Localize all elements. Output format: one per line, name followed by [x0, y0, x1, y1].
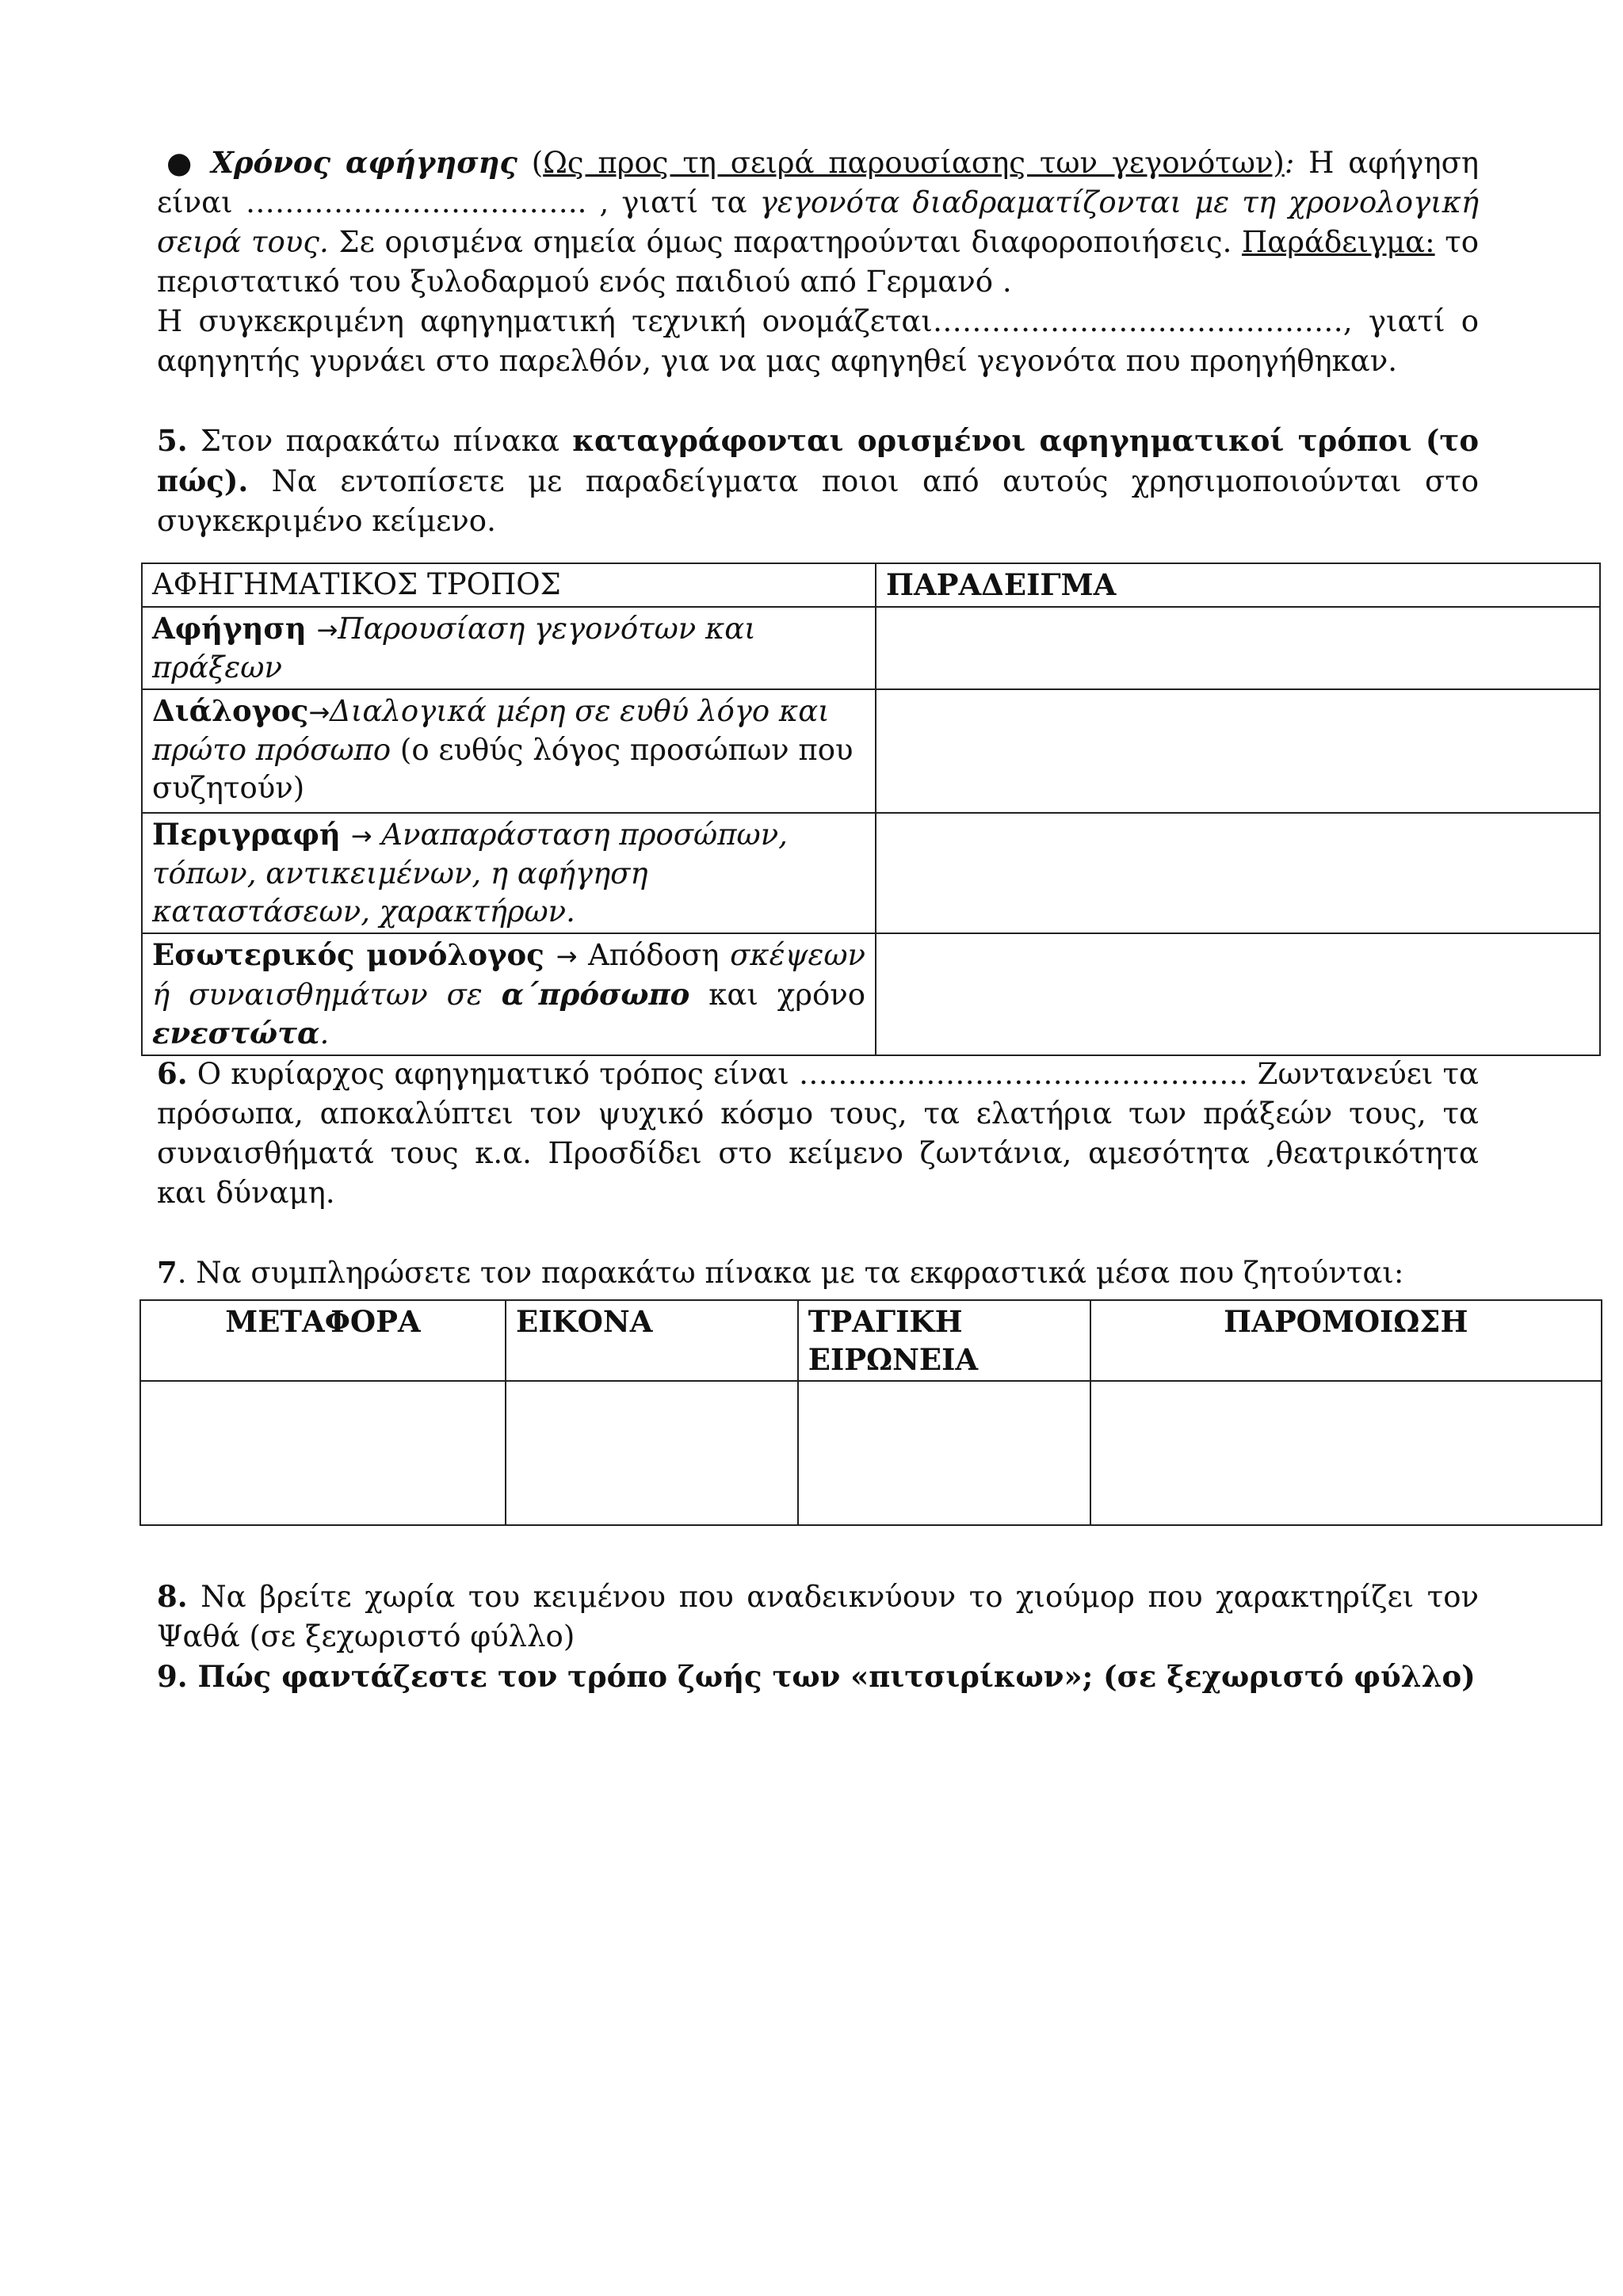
bullet: ● — [166, 146, 197, 180]
table-row — [140, 1381, 1602, 1525]
answer-cell-tragic-irony[interactable] — [798, 1381, 1090, 1525]
technique-paragraph: Η συγκεκριμένη αφηγηματική τεχνική ονομάζεται……………………………………, γιατί ο αφηγητής γυρνάει στο παρελθόν, για να μας αφηγηθεί γεγονότα που προηγήθηκαν. — [157, 304, 1479, 378]
expressive-means-table — [139, 1299, 1602, 1526]
example-cell[interactable] — [876, 607, 1600, 689]
narrative-time-label: Χρόνος αφήγησης — [211, 145, 517, 180]
header-example: ΠΑΡΑΔΕΙΓΜΑ — [876, 563, 1600, 607]
blank-1: …………………………….. , — [245, 185, 609, 219]
order-of-events-note: Ως προς τη σειρά παρουσίασης των γεγονότων) — [543, 146, 1285, 180]
table-row: Διάλογος→Διαλογικά μέρη σε ευθύ λόγο και πρώτο πρόσωπο (ο ευθύς λόγος προσώπων που συζητούν) — [142, 689, 1600, 813]
header-simile: ΠΑΡΟΜΟΙΩΣΗ — [1090, 1300, 1602, 1381]
header-image: ΕΙΚΟΝΑ — [506, 1300, 798, 1381]
example-cell[interactable] — [876, 813, 1600, 933]
arrow-icon: → — [556, 941, 578, 971]
table-row: Εσωτερικός μονόλογος → Απόδοση σκέψεων ή συναισθημάτων σε α΄πρόσωπο και χρόνο ενεστώτα. — [142, 933, 1600, 1055]
header-metaphor: ΜΕΤΑΦΟΡΑ — [140, 1300, 506, 1381]
header-tragic-irony: ΤΡΑΓΙΚΗ ΕΙΡΩΝΕΙΑ — [798, 1300, 1090, 1381]
worksheet-bottom — [157, 1577, 1479, 1697]
question-9: 9. Πώς φαντάζεστε τον τρόπο ζωής των «πιτσιρίκων»; (σε ξεχωριστό φύλλο) — [157, 1659, 1476, 1694]
table-header-row — [140, 1300, 1602, 1381]
table-row: Περιγραφή → Αναπαράσταση προσώπων, τόπων, αντικειμένων, η αφήγηση καταστάσεων, χαρακτήρων. — [142, 813, 1600, 933]
example-cell[interactable] — [876, 933, 1600, 1055]
arrow-icon: → — [308, 697, 330, 727]
question-8: 8. Να βρείτε χωρία του κειμένου που αναδεικνύουν το χιούμορ που χαρακτηρίζει τον Ψαθά (σε ξεχωριστό φύλλο) — [157, 1579, 1479, 1653]
narrative-modes-table — [141, 563, 1601, 1056]
arrow-icon: → — [316, 615, 338, 645]
table-row: Αφήγηση →Παρουσίαση γεγονότων και πράξεων — [142, 607, 1600, 689]
answer-cell-image[interactable] — [506, 1381, 798, 1525]
answer-cell-simile[interactable] — [1090, 1381, 1602, 1525]
example-cell[interactable] — [876, 689, 1600, 813]
worksheet-middle — [157, 1054, 1479, 1293]
arrow-icon: → — [350, 821, 372, 851]
table-header-row — [142, 563, 1600, 607]
answer-cell-metaphor[interactable] — [140, 1381, 506, 1525]
example-label: Παράδειγμα: — [1242, 225, 1435, 259]
question-5: 5. Στον παρακάτω πίνακα καταγράφονται ορισμένοι αφηγηματικοί τρόποι (το πώς). Να εντοπίσετε με παραδείγματα ποιοι από αυτούς χρησιμοποιούνται στο συγκεκριμένο κείμενο. — [157, 423, 1479, 538]
header-narrative-mode: ΑΦΗΓΗΜΑΤΙΚΟΣ ΤΡΟΠΟΣ — [142, 563, 876, 607]
narrative-time-paragraph: ● Χρόνος αφήγησης (Ως προς τη σειρά παρουσίασης των γεγονότων): Η αφήγηση είναι …………………………….. , γιατί τα γεγονότα διαδραματίζονται με τη χρονολογική σειρά τους. Σε ορισμένα σημεία όμως παρατηρούνται διαφοροποιήσεις. Παράδειγμα: το περιστατικό του ξυλοδαρμού ενός παιδιού από Γερμανό . — [157, 145, 1480, 299]
question-7: 7. Να συμπληρώσετε τον παρακάτω πίνακα με τα εκφραστικά μέσα που ζητούνται: — [157, 1255, 1404, 1290]
worksheet-top — [157, 143, 1479, 541]
question-6: 6. Ο κυρίαρχος αφηγηματικό τρόπος είναι ………………………………………. Ζωντανεύει τα πρόσωπα, αποκαλύπτει τον ψυχικό κόσμο τους, τα ελατήρια των πράξεών τους, τα συναισθήματά τους κ.α. Προσδίδει στο κείμενο ζωντάνια, αμεσότητα ,θεατρικότητα και δύναμη. — [157, 1056, 1479, 1210]
